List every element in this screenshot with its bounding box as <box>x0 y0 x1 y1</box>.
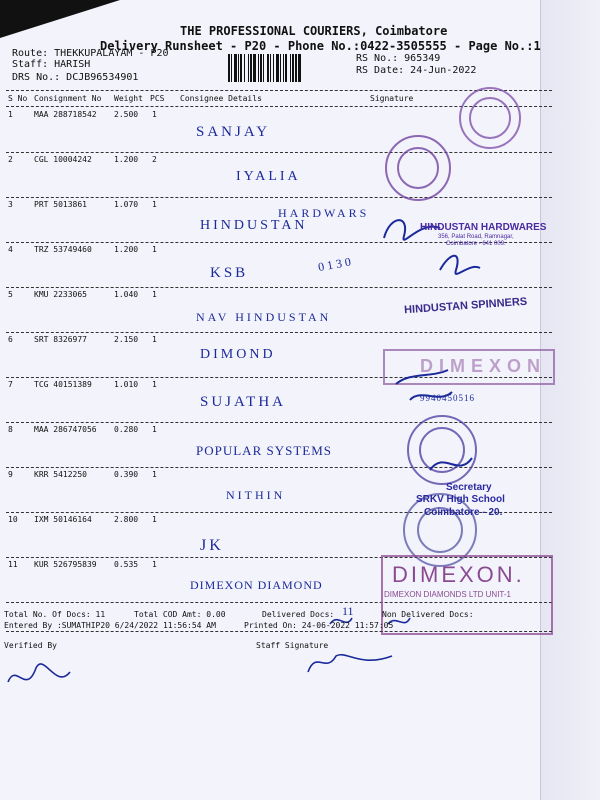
row-pcs: 1 <box>152 515 157 524</box>
row-consignee-handwritten: NAV HINDUSTAN <box>196 310 332 324</box>
non-delivered-docs: Non Delivered Docs: <box>382 610 474 619</box>
route-label: Route: THEKKUPALAYAM - P20 <box>12 48 169 59</box>
entered-by: Entered By :SUMATHIP20 6/24/2022 11:56:54 AM <box>4 621 216 630</box>
row-weight: 2.150 <box>114 335 139 344</box>
row-pcs: 1 <box>152 290 157 299</box>
row-consignment-no: PRT 5013861 <box>34 200 87 209</box>
row-consignee-handwritten: NITHIN <box>226 488 286 502</box>
row-consignment-no: TCG 40151389 <box>34 380 92 389</box>
row-sno: 9 <box>8 470 13 479</box>
row-pcs: 1 <box>152 425 157 434</box>
row-sno: 10 <box>8 515 18 524</box>
row-consignment-no: KMU 2233065 <box>34 290 87 299</box>
row-consignment-no: KRR 5412250 <box>34 470 87 479</box>
row-consignment-no: KUR 526795839 <box>34 560 97 569</box>
delivered-docs: Delivered Docs: <box>262 610 335 619</box>
total-cod: Total COD Amt: 0.00 <box>134 610 226 619</box>
row-consignee-handwritten: DIMOND <box>200 347 276 362</box>
stamp-school-line3: Coimbatore - 20. <box>424 507 503 518</box>
col-weight: Weight <box>114 94 143 103</box>
row-consignment-no: MAA 288718542 <box>34 110 97 119</box>
row-consignee-handwritten: JK <box>200 537 224 554</box>
row-consignee-handwritten: SUJATHA <box>200 394 287 410</box>
row-sno: 11 <box>8 560 18 569</box>
rs-number: RS No.: 965349 <box>356 53 441 64</box>
row-pcs: 2 <box>152 155 157 164</box>
row-consignee-handwritten: IYALIA <box>236 169 301 184</box>
verified-by-label: Verified By <box>4 641 57 650</box>
row-weight: 1.040 <box>114 290 139 299</box>
row-consignee-handwritten-2: 0130 <box>316 253 355 275</box>
row-weight: 1.010 <box>114 380 139 389</box>
delivered-docs-count: 11 <box>342 604 354 618</box>
signature-row9 <box>430 458 472 470</box>
signature-row4 <box>440 256 480 274</box>
row-consignment-no: SRT 8326977 <box>34 335 87 344</box>
row-weight: 1.070 <box>114 200 139 209</box>
row-pcs: 1 <box>152 560 157 569</box>
stamp-hindustan-spinners: HINDUSTAN SPINNERS <box>403 295 528 317</box>
row-pcs: 1 <box>152 380 157 389</box>
row-consignment-no: IXM 50146164 <box>34 515 92 524</box>
col-sno: S No <box>8 94 28 103</box>
round-stamp-top-right <box>460 88 520 148</box>
row-weight: 0.280 <box>114 425 139 434</box>
stamp-hindustan-hardwares-address-1: 356, Palat Road, Ramnagar, <box>438 234 514 240</box>
total-docs: Total No. Of Docs: 11 <box>4 610 106 619</box>
row-sno: 5 <box>8 290 13 299</box>
rs-date: RS Date: 24-Jun-2022 <box>356 65 477 76</box>
row-consignee-handwritten: HINDUSTAN <box>200 218 308 233</box>
round-stamp-row2 <box>386 136 450 200</box>
stamp-hindustan-hardwares: HINDUSTAN HARDWARES <box>420 222 547 233</box>
round-stamp-row8 <box>408 416 476 484</box>
row-pcs: 1 <box>152 200 157 209</box>
footer-rule <box>6 631 552 632</box>
row-pcs: 1 <box>152 335 157 344</box>
stamp-dimexon-sub: DIMEXON DIAMONDS LTD UNIT-1 <box>384 590 511 599</box>
col-consignment: Consignment No <box>34 94 102 103</box>
row-consignee-handwritten: SANJAY <box>196 124 271 140</box>
row-consignment-no: TRZ 53749460 <box>34 245 92 254</box>
row-weight: 0.535 <box>114 560 139 569</box>
handwritten-phone: 9940450516 <box>420 393 475 403</box>
row-consignee-handwritten: POPULAR SYSTEMS <box>196 443 333 458</box>
row-sno: 7 <box>8 380 13 389</box>
stamp-dimexon-small: DIMEXON <box>420 356 547 376</box>
row-weight: 1.200 <box>114 155 139 164</box>
row-consignee-handwritten: KSB <box>210 265 249 281</box>
row-weight: 2.500 <box>114 110 139 119</box>
col-pcs: PCS <box>150 94 165 103</box>
staff-signature-scribble <box>308 655 392 672</box>
stamp-school-line2: SRKV High School <box>416 494 505 505</box>
staff-label: Staff: HARISH <box>12 59 91 70</box>
row-consignee-handwritten-2: HARDWARS <box>278 206 370 220</box>
row-consignment-no: CGL 10004242 <box>34 155 92 164</box>
runsheet-title: Delivery Runsheet - P20 - Phone No.:0422-3505555 - Page No.:1 <box>100 39 541 53</box>
row-pcs: 1 <box>152 110 157 119</box>
drs-number: DRS No.: DCJB96534901 <box>12 72 139 83</box>
company-name: THE PROFESSIONAL COURIERS, Coimbatore <box>180 24 448 38</box>
col-consignee: Consignee Details <box>180 94 262 103</box>
verified-signature <box>8 664 70 682</box>
row-sno: 3 <box>8 200 13 209</box>
row-pcs: 1 <box>152 470 157 479</box>
stamp-hindustan-hardwares-address-2: Coimbatore - 641 009. <box>446 241 506 247</box>
col-signature: Signature <box>370 94 414 103</box>
row-weight: 2.800 <box>114 515 139 524</box>
row-consignment-no: MAA 286747056 <box>34 425 97 434</box>
row-sno: 1 <box>8 110 13 119</box>
row-sno: 6 <box>8 335 13 344</box>
staff-signature-label: Staff Signature <box>256 641 329 650</box>
stamp-school-line1: Secretary <box>446 482 492 493</box>
printed-on: Printed On: 24-06-2022 11:57:05 <box>244 621 394 630</box>
stamp-dimexon-large: DIMEXON. <box>392 562 525 587</box>
row-pcs: 1 <box>152 245 157 254</box>
row-sno: 8 <box>8 425 13 434</box>
row-sno: 4 <box>8 245 13 254</box>
row-consignee-handwritten: DIMEXON DIAMOND <box>190 578 323 592</box>
row-weight: 0.390 <box>114 470 139 479</box>
row-sno: 2 <box>8 155 13 164</box>
row-weight: 1.200 <box>114 245 139 254</box>
